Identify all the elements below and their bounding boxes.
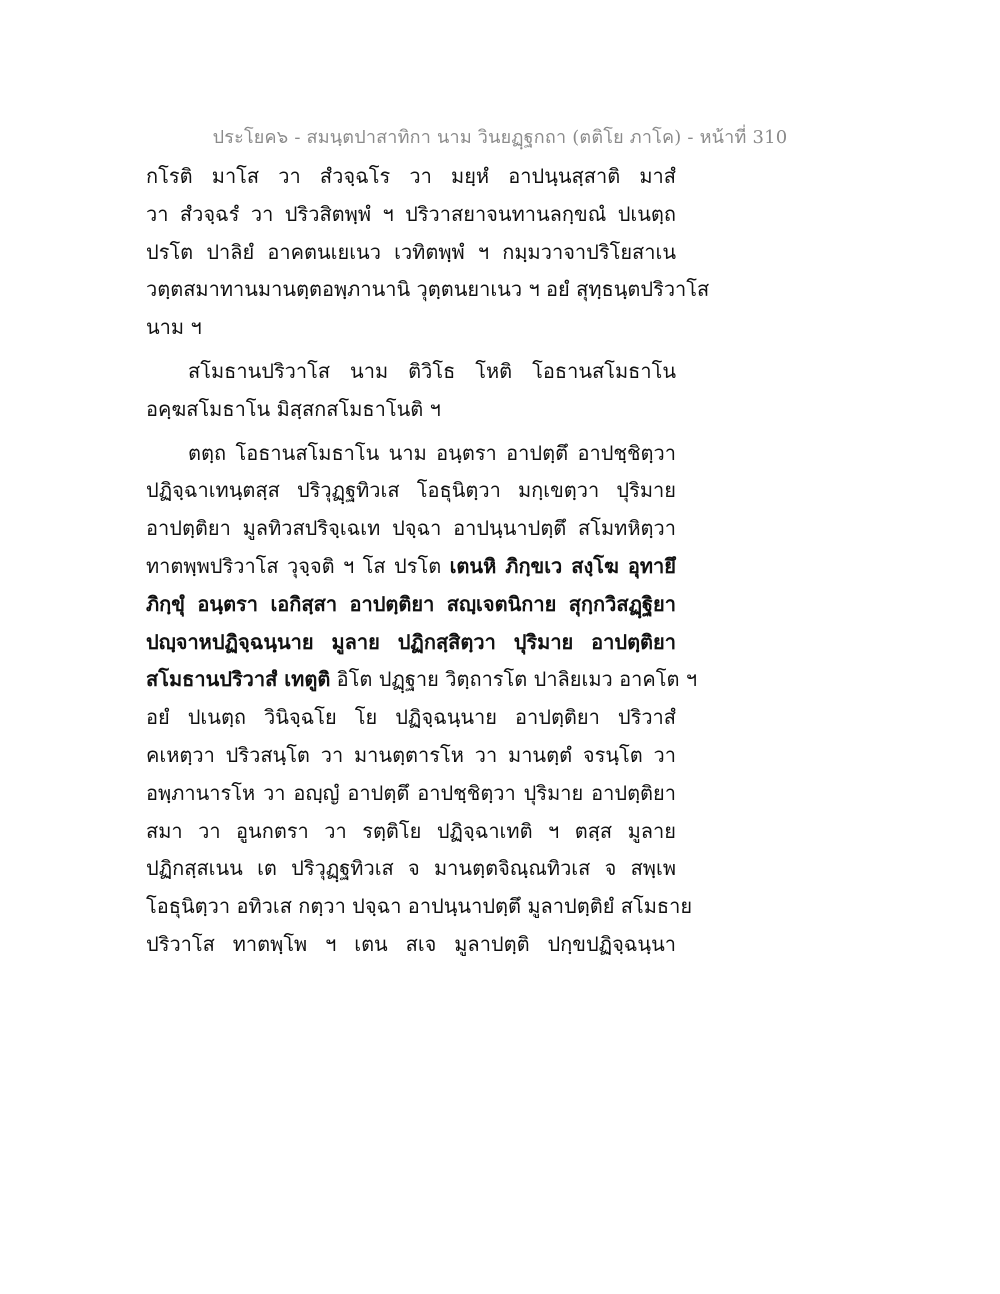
text-run: อคฺฆสโมธาโน มิสฺสกสโมธาโนติ ฯ	[146, 396, 441, 421]
bold-text-run: ภิกฺขุํ อนฺตรา เอกิสฺสา อาปตฺติยา สญฺเจตนิกาย สุกฺกวิสฏฺฐิยา	[146, 591, 676, 616]
document-body	[146, 158, 710, 964]
text-line	[146, 309, 676, 347]
text-line	[146, 510, 676, 548]
text-line	[146, 737, 676, 775]
text-line	[146, 699, 676, 737]
text-line	[146, 775, 676, 813]
text-line	[146, 661, 698, 699]
paragraph	[146, 158, 710, 347]
bold-text-run: เตนหิ ภิกฺขเว สงฺโฆ อุทายึ	[449, 553, 676, 578]
text-line	[146, 472, 676, 510]
text-line	[146, 850, 676, 888]
text-line	[146, 888, 693, 926]
text-run: ปรโต ปาลิยํ อาคตนเยเนว เวทิตพฺพํ ฯ กมฺมวาจาปริโยสาเน	[146, 239, 676, 264]
text-line	[146, 435, 676, 473]
text-run: กโรติ มาโส วา สํวจฺฉโร วา มยฺหํ อาปนฺนสฺสาติ มาสํ	[146, 164, 676, 188]
text-run: สโมธานปริวาโส นาม ติวิโธ โหติ โอธานสโมธาโน	[188, 358, 676, 383]
text-run: วา สํวจฺฉรํ วา ปริวสิตพฺพํ ฯ ปริวาสยาจนทานลกฺขณํ ปเนตฺถ	[146, 201, 676, 226]
text-line	[146, 548, 676, 586]
text-line	[146, 926, 676, 964]
text-run: โอธุนิตฺวา อทิวเส กตฺวา ปจฺฉา อาปนฺนาปตฺตึ มูลาปตฺติยํ สโมธาย	[146, 894, 693, 919]
text-run: อาปตฺติยา มูลทิวสปริจฺเฉเท ปจฺฉา อาปนฺนาปตฺตึ สโมทหิตฺวา	[146, 516, 676, 541]
text-run: ปริวาโส ทาตพฺโพ ฯ เตน สเจ มูลาปตฺติ ปกฺขปฏิจฺฉนฺนา	[146, 931, 676, 956]
text-run: อิโต ปฏฺฐาย วิตฺถารโต ปาลิยเมว อาคโต ฯ	[330, 667, 698, 692]
text-run: วตฺตสมาทานมานตฺตอพฺภานานิ วุตฺตนยาเนว ฯ อยํ สุทฺธนฺตปริวาโส	[146, 277, 710, 302]
text-line	[146, 353, 676, 391]
text-line	[146, 391, 676, 429]
text-run: นาม ฯ	[146, 315, 202, 340]
paragraph	[146, 353, 676, 429]
bold-text-run: ปญฺจาหปฏิจฺฉนฺนาย มูลาย ปฏิกสฺสิตฺวา ปุริมาย อาปตฺติยา	[146, 629, 676, 654]
bold-text-run: สโมธานปริวาสํ เทตูติ	[146, 667, 331, 692]
text-line	[146, 271, 710, 309]
text-run: อยํ ปเนตฺถ วินิจฺฉโย โย ปฏิจฺฉนฺนาย อาปตฺติยา ปริวาสํ	[146, 705, 676, 730]
text-line	[146, 234, 676, 272]
text-run: อพฺภานารโห วา อญฺญํ อาปตฺตึ อาปชฺชิตฺวา ปุริมาย อาปตฺติยา	[146, 780, 676, 805]
text-line	[146, 586, 676, 624]
text-run: คเหตฺวา ปริวสนฺโต วา มานตฺตารโห วา มานตฺตํ จรนฺโต วา	[146, 742, 676, 767]
text-run: ปฏิกสฺสเนน เต ปริวุฏฺฐทิวเส จ มานตฺตจิณฺณทิวเส จ สพฺเพ	[146, 856, 676, 881]
running-head	[0, 122, 1000, 151]
text-line	[146, 196, 676, 234]
text-run: สมา วา อูนกตรา วา รตฺติโย ปฏิจฺฉาเทติ ฯ ตสฺส มูลาย	[146, 818, 676, 843]
text-run: ทาตพฺพปริวาโส วุจฺจติ ฯ โส ปรโต	[146, 553, 450, 578]
running-head-text: ประโยค๖ - สมนฺตปาสาทิกา นาม วินยฏฺฐกถา (ตติโย ภาโค) - หน้าที่ 310	[212, 127, 788, 148]
text-run: ตตฺถ โอธานสโมธาโน นาม อนฺตรา อาปตฺตึ อาปชฺชิตฺวา	[188, 440, 676, 465]
text-line	[146, 158, 676, 196]
text-line	[146, 624, 676, 662]
text-line	[146, 813, 676, 851]
text-run: ปฏิจฺฉาเทนฺตสฺส ปริวุฏฺฐทิวเส โอธุนิตฺวา มกฺเขตฺวา ปุริมาย	[146, 478, 676, 503]
paragraph	[146, 435, 698, 964]
